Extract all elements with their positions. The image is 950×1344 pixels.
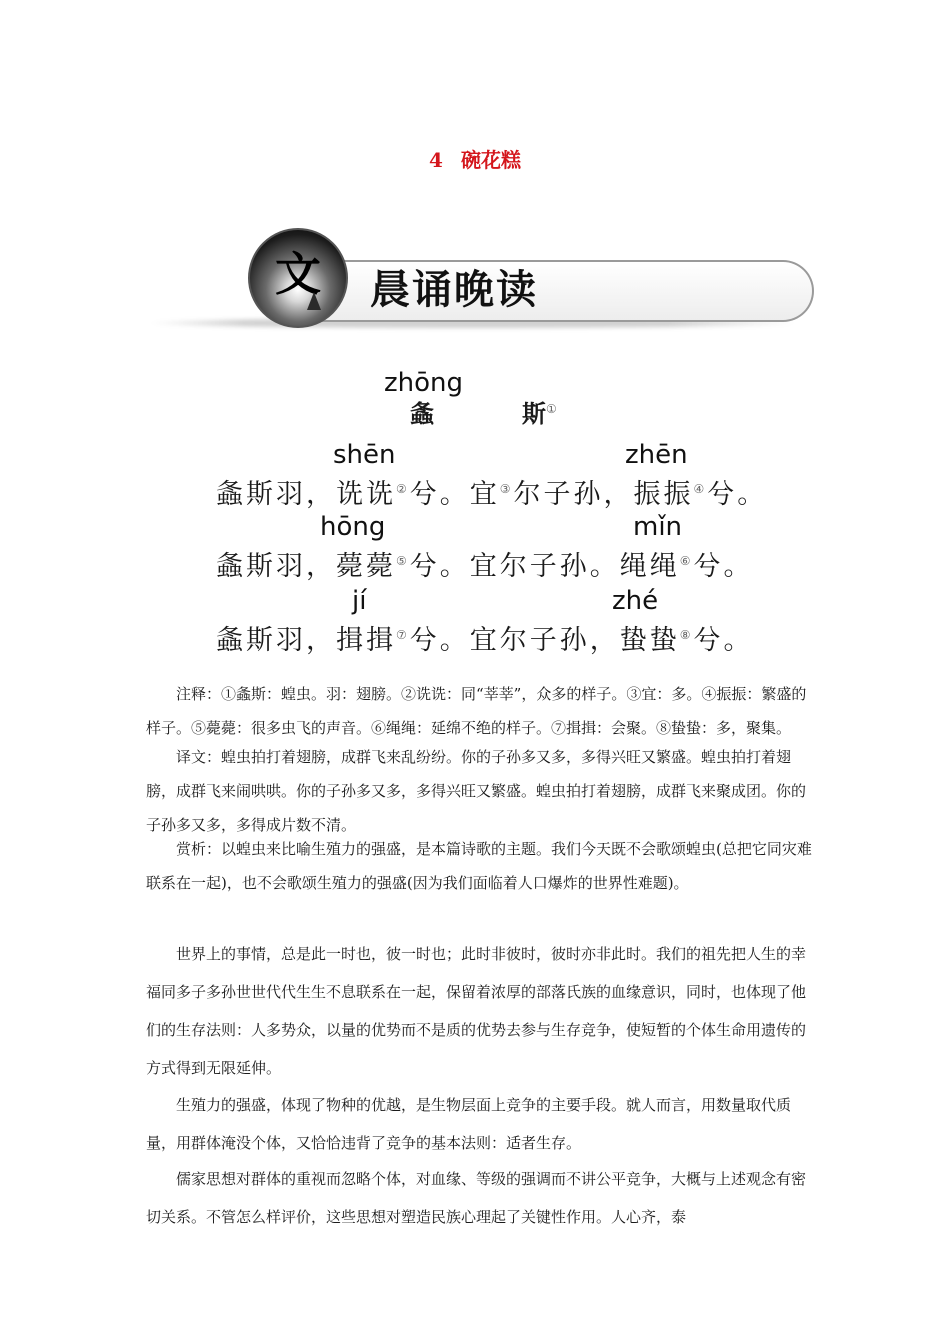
title-char-1: 螽: [410, 400, 434, 428]
tree-icon: [307, 292, 321, 310]
lesson-title: [0, 144, 950, 173]
lesson-number: 4: [429, 148, 443, 172]
title-pinyin: zhōng: [384, 368, 464, 398]
poem-line-2: [0, 512, 950, 592]
verse-1: 螽斯羽，诜诜②兮。宜③尔子孙，振振④兮。: [216, 479, 768, 510]
verse-3: 螽斯羽，揖揖⑦兮。宜尔子孙，蛰蛰⑧兮。: [216, 625, 754, 656]
essay-paragraph-1: 世界上的事情，总是此一时也，彼一时也；此时非彼时，彼时亦非此时。我们的祖先把人生的幸福同多子多孙世世代代生生不息联系在一起，保留着浓厚的部落氏族的血缘意识，同时，也体现了他们的生存法则：人多势众，以量的优势而不是质的优势去参与生存竞争，使短暂的个体生命用遗传的方式得到无限延伸。: [146, 945, 807, 1077]
verse-2: 螽斯羽，薨薨⑤兮。宜尔子孙。绳绳⑥兮。: [216, 551, 754, 582]
lesson-name: 碗花糕: [460, 148, 521, 172]
notes-paragraph: 注释：①螽斯：蝗虫。羽：翅膀。②诜诜：同“莘莘”，众多的样子。③宜：多。④振振：繁盛的样子。⑤薨薨：很多虫飞的声音。⑥绳绳：延绵不绝的样子。⑦揖揖：会聚。⑧蛰蛰：多，聚集。: [146, 685, 807, 737]
essay-paragraph-2: 生殖力的强盛，体现了物种的优越，是生物层面上竞争的主要手段。就人而言，用数量取代质量，用群体淹没个体，又恰恰违背了竞争的基本法则：适者生存。: [146, 1096, 792, 1152]
essay-paragraph-3: 儒家思想对群体的重视而忽略个体，对血缘、等级的强调而不讲公平竞争，大概与上述观念有密切关系。不管怎么样评价，这些思想对塑造民族心理起了关键性作用。人心齐，泰: [146, 1170, 807, 1226]
section-banner: [148, 222, 798, 332]
pinyin-ji: jí: [352, 586, 367, 616]
poem-line-1: [0, 440, 950, 520]
poem-line-3: [0, 586, 950, 666]
banner-heading: 晨诵晚读: [370, 267, 538, 313]
translation-paragraph: 译文：蝗虫拍打着翅膀，成群飞来乱纷纷。你的子孙多又多，多得兴旺又繁盛。蝗虫拍打着翅膀，成群飞来闹哄哄。你的子孙多又多，多得兴旺又繁盛。蝗虫拍打着翅膀，成群飞来聚成团。你的子孙多又多，多得成片数不清。: [146, 748, 807, 834]
pinyin-zhe: zhé: [612, 586, 659, 616]
pinyin-zhen: zhēn: [625, 440, 688, 470]
pinyin-shen: shēn: [333, 440, 396, 470]
appreciation-paragraph: 赏析：以蝗虫来比喻生殖力的强盛，是本篇诗歌的主题。我们今天既不会歌颂蝗虫(总把它同灾难联系在一起)，也不会歌颂生殖力的强盛(因为我们面临着人口爆炸的世界性难题)。: [146, 840, 812, 892]
banner-emblem-icon: [248, 228, 348, 328]
banner-glyph: 文: [275, 247, 321, 301]
pinyin-hong: hōng: [320, 512, 386, 542]
pinyin-min: mǐn: [633, 512, 683, 542]
title-char-2: 斯①: [522, 400, 557, 428]
poem-title: [0, 368, 950, 428]
